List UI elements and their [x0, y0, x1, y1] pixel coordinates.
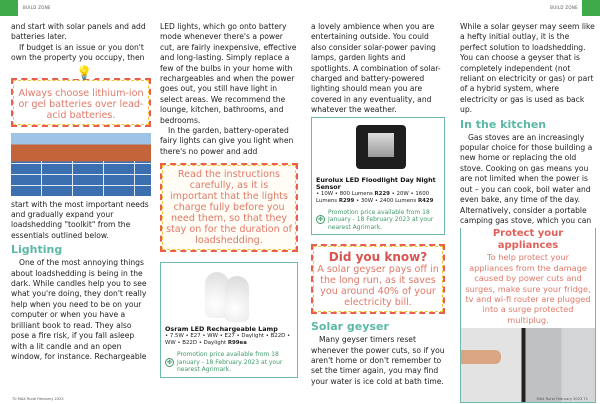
paragraph: LED lights, which go onto battery mode whenever there's a power cut, are fairly inexpensive, effective and long-lasting. Simply replace a few of the bulbs in your home with rechargeables and when the power goes out, you still have light in select areas. We recommend the lounge, kitchen, bathrooms, and bedrooms. [160, 22, 297, 125]
protect-appliances-box [460, 228, 596, 403]
paragraph: Gas stoves are an increasingly popular choice for those building a new home or replacing the old stove. Cooking on gas means you are not limited when the power is out – you can cook, boil water and even bake, any time of the day. Alternatively, consider a portable camping gas stove, which you can [460, 132, 593, 225]
heading-solar-geyser: Solar geyser [311, 320, 389, 334]
heading-lighting: Lighting [11, 243, 63, 257]
heading-in-the-kitchen: In the kitchen [460, 117, 547, 131]
tip-text: Always choose lithium-ion or gel batteries over lead-acid batteries. [18, 87, 144, 121]
paragraph: One of the most annoying things about loadshedding is being in the dark. While candles help you to see what you're doing, they don't really help when you need to be on your computer or when you have a brilliant book to read. They also pose a fire risk, if you fall asleep with a lit candle and an open window, for instance. Rechargeable [11, 258, 147, 361]
section-tab-left [0, 0, 18, 16]
agrimark-logo-icon: ✤ [166, 359, 173, 367]
promo-text: Promotion price available from 18 January - 18 February 2023 at your nearest Agrimark. [177, 351, 283, 374]
section-label-right: BUILD ZONE [550, 5, 578, 10]
lightbulb-icon: 💡 [73, 68, 95, 79]
paragraph: and start with solar panels and add batteries later. [11, 22, 146, 42]
column-1 [11, 22, 151, 362]
solar-panels-photo [11, 133, 151, 196]
fridge-photo [461, 328, 595, 402]
product-specs: • 10W • 800 Lumens R229 • 20W • 1600 Lumens R299 • 30W • 2400 Lumens R429 [316, 190, 434, 204]
product-price: R99ea [227, 340, 247, 347]
agrimark-logo-icon: ✤ [317, 216, 324, 224]
column-2 [160, 22, 298, 378]
paragraph: Many geyser timers reset whenever the power cuts, so if you aren't home or don't remember to set the timer again, you may find your water is ice cold at bath time. [311, 335, 445, 386]
tip-box: Read the instructions carefully, as it is important that the lights charge fully before you need them, so that they stay on for the duration of loadshedding. [160, 163, 298, 252]
floodlight-image [316, 121, 440, 177]
paragraph: If budget is an issue or you don't own the property you occupy, then [11, 42, 145, 63]
product-name: Eurolux LED Floodlight Day Night Sensor [316, 175, 436, 191]
led-bulbs-image [165, 266, 293, 326]
tip-text: A solar geyser pays off in the long run, as it saves you around 40% of your electricity bill. [317, 264, 439, 309]
page-number-left: 70 MAX Rural February 2023 [12, 397, 64, 401]
product-specs: • 7.5W • E27 • WW • E27 • Daylight • B22D • WW • B22D • Daylight [165, 333, 291, 347]
box-title: Protect your appliances [492, 228, 564, 252]
paragraph: While a solar geyser may seem like a hefty initial outlay, it is the perfect solution to loadshedding. You can choose a geyser that is completely independent (not reliant on electricity or gas) or part of a hybrid system, where electricity or gas is used as back up. [460, 22, 595, 115]
column-4 [460, 22, 596, 403]
tip-title: Did you know? [328, 250, 428, 265]
paragraph: In the garden, battery-operated fairy lights can give you light when there's no power and add [160, 126, 294, 156]
paragraph: a lovely ambience when you are entertaining outside. You could also consider solar-power paving lamps, garden lights and spotlights. A combination of solar-charged and battery-powered lighting should mean you are covered in any eventuality, and whatever the weather. [311, 22, 441, 115]
promo-text: Promotion price available from 18 January - 18 February 2023 at your nearest Agrimark. [328, 208, 434, 231]
product-card-eurolux [311, 117, 445, 236]
tip-box [11, 65, 151, 127]
section-label-left: BUILD ZONE [23, 5, 51, 10]
paragraph: start with the most important needs and gradually expand your loadshedding "toolkit" from the essentials outlined below. [11, 199, 149, 240]
box-text: To help protect your appliances from the damage caused by power cuts and surges, make sure your fridge, tv and wi-fi router are plugged into a surge protected multiplug. [465, 252, 591, 325]
page-number-right: MAX Rural February 2023 71 [536, 397, 588, 401]
product-name: Osram LED Rechargeable Lamp [165, 325, 278, 334]
section-tab-right [582, 0, 600, 16]
product-card-osram [160, 262, 298, 378]
did-you-know-box [311, 244, 445, 314]
column-3 [311, 22, 445, 387]
